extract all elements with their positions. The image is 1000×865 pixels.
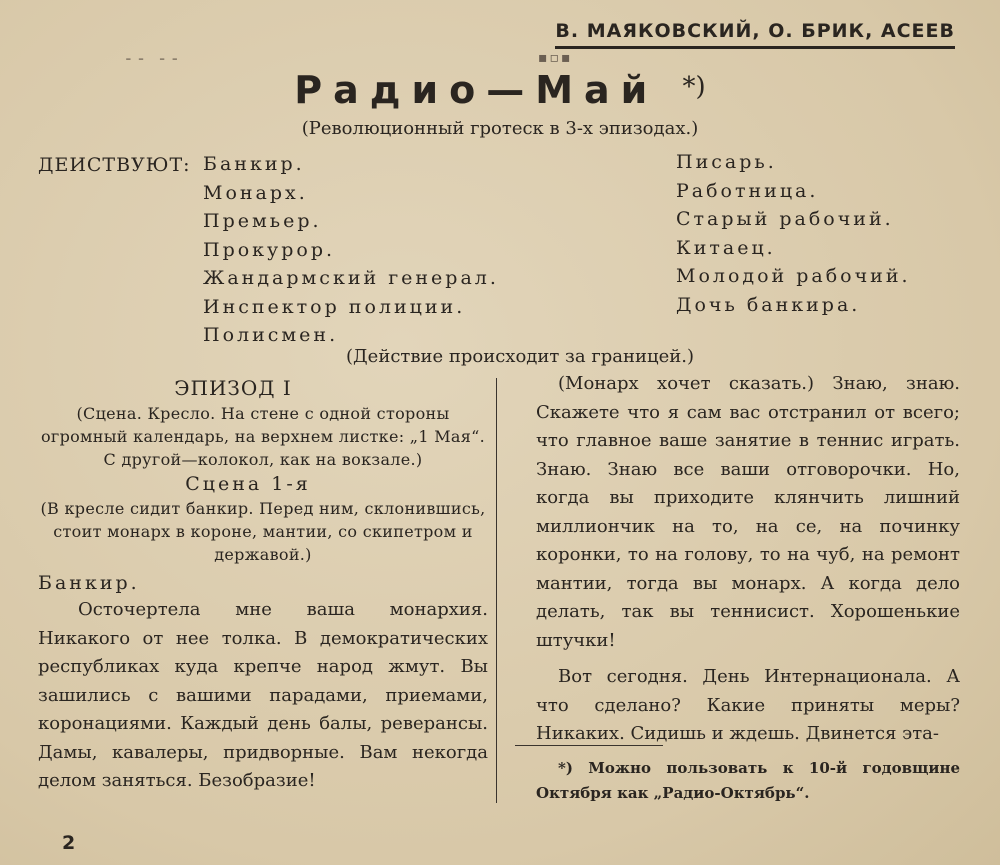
speech-text: Осточертела мне ваша монархия. Никакого от нее толка. В демократических республиках куда крепче народ жмут. Вы зашились с вашими парадами, приемами, коронациями. Каждый день балы, реверансы. Дамы, кавалеры, придворные. Вам некогда делом заняться. Безобразие! [38, 599, 488, 791]
cast-item: Работница. [676, 179, 819, 202]
cast-list-right [676, 148, 911, 319]
cast-item: Китаец. [676, 236, 776, 259]
authors-header: В. МАЯКОВСКИЙ, О. БРИК, АСЕЕВ [555, 20, 955, 49]
cast-item: Банкир. [203, 153, 305, 175]
stage-direction: (В кресле сидит банкир. Перед ним, склонившись, стоит монарх в короне, мантии, со скипетром и державой.) [40, 499, 486, 564]
stage-direction: (Сцена. Кресло. На стене с одной стороны огромный календарь, на верхнем листке: „1 Мая“. С другой—колокол, как на вокзале.) [40, 404, 486, 469]
cast-item: Прокурор. [203, 238, 336, 261]
title-text: Радио—Май [294, 68, 659, 112]
footnote-rule [515, 745, 663, 746]
cast-item: Писарь. [676, 151, 777, 173]
footnote: *) Можно пользовать к 10-й годовщине Октября как „Радио-Октябрь“. [536, 759, 960, 802]
cast-item: Монарх. [203, 181, 308, 204]
scene-heading: Сцена 1-я [185, 473, 311, 495]
play-subtitle: (Революционный гротеск в 3-х эпизодах.) [301, 118, 699, 139]
speaker-name: Банкир. [38, 572, 140, 594]
print-smudge: ╶ ╴ ╶ ╴ [122, 52, 184, 68]
play-title [0, 68, 1000, 112]
cast-item: Старый рабочий. [676, 208, 894, 230]
footnote-mark: *) [682, 72, 706, 102]
cast-item: Молодой рабочий. [676, 265, 911, 287]
cast-item: Дочь банкира. [676, 293, 861, 316]
cast-item: Инспектор полиции. [203, 295, 466, 318]
cast-label: ДЕИСТВУЮТ: [38, 154, 191, 176]
cast-item: Полисмен. [203, 324, 339, 346]
setting-note: (Действие происходит за границей.) [346, 346, 694, 367]
speech-paragraph: (Монарх хочет сказать.) Знаю, знаю. Скажете что я сам вас отстранил от всего; что главное ваше занятие в теннис играть. Знаю. Знаю все ваши отговорочки. Но, когда вы приходите клянчить лишний миллиончик на то, на се, на починку коронки, то на голову, то на чуб, на ремонт мантии, тогда вы монарх. А когда дело делать, так вы теннисист. Хорошенькие штучки! [536, 373, 960, 651]
episode-heading: ЭПИЗОД I [174, 376, 292, 400]
speech-paragraph: Вот сегодня. День Интернационала. А что сделано? Какие приняты меры? Никаких. Сидишь и ждешь. Двинется эта- [536, 666, 960, 744]
print-smudge: ▪▫▪ [538, 50, 573, 66]
page-number: 2 [62, 832, 76, 854]
column-divider [496, 378, 497, 803]
cast-item: Премьер. [203, 210, 322, 232]
left-column [38, 376, 488, 796]
right-column [536, 370, 960, 749]
cast-list-left [203, 150, 499, 350]
cast-item: Жандармский генерал. [203, 267, 499, 289]
